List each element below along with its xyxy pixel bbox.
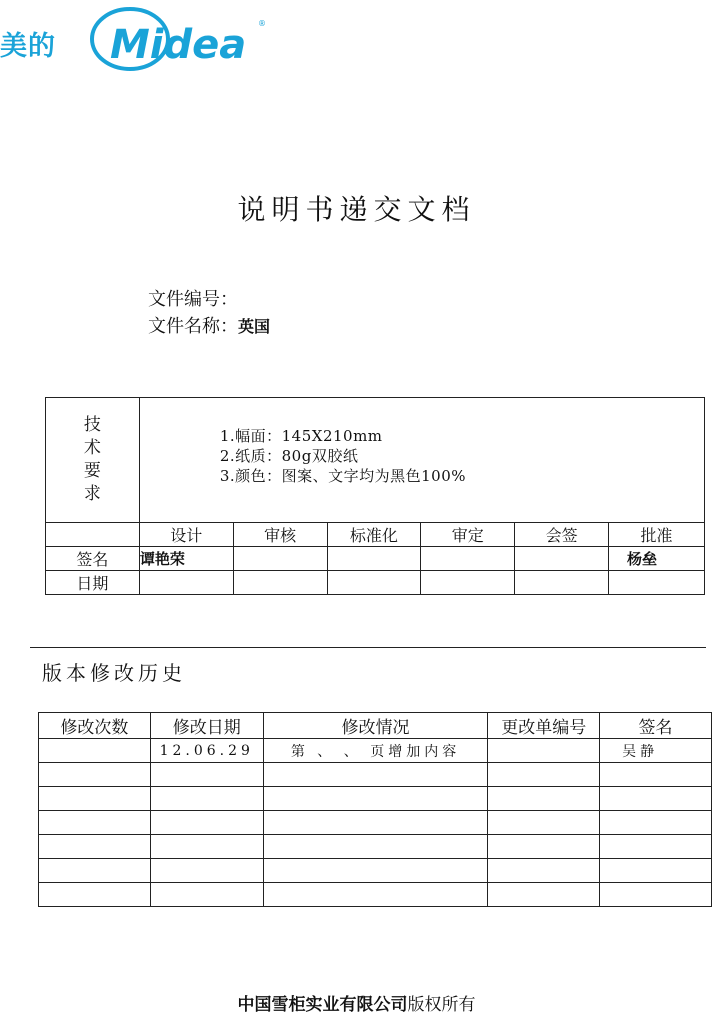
date-cell <box>327 571 421 595</box>
history-header: 签名 <box>600 713 712 739</box>
history-cell <box>263 763 488 787</box>
history-cell <box>150 787 263 811</box>
history-row <box>39 859 712 883</box>
history-cell <box>600 763 712 787</box>
history-cell <box>39 739 151 763</box>
role-header: 审核 <box>233 523 327 547</box>
history-cell <box>39 883 151 907</box>
section-divider <box>30 647 706 648</box>
history-cell <box>488 787 600 811</box>
history-cell <box>488 763 600 787</box>
doc-name-field <box>148 312 270 338</box>
history-cell <box>600 883 712 907</box>
history-cell <box>600 787 712 811</box>
history-cell: 吴静 <box>600 739 712 763</box>
tech-side-char: 技 <box>83 415 101 435</box>
sign-row-label: 签名 <box>46 547 140 571</box>
history-cell <box>150 811 263 835</box>
date-cell <box>609 571 705 595</box>
document-title: 说明书递交文档 <box>237 193 476 226</box>
history-cell <box>39 811 151 835</box>
signature-cell <box>327 547 421 571</box>
signature-cell: 杨垒 <box>609 547 705 571</box>
revision-history-table <box>38 712 712 907</box>
tech-side-char: 术 <box>83 438 101 458</box>
history-cell <box>488 811 600 835</box>
history-cell <box>150 859 263 883</box>
role-header: 标准化 <box>327 523 421 547</box>
signature-cell <box>421 547 515 571</box>
role-header: 设计 <box>139 523 233 547</box>
role-header: 批准 <box>609 523 705 547</box>
history-row <box>39 787 712 811</box>
history-cell <box>150 835 263 859</box>
tech-side-char: 求 <box>83 484 101 504</box>
history-cell <box>150 763 263 787</box>
date-cell <box>139 571 233 595</box>
history-cell <box>263 811 488 835</box>
role-header-empty <box>46 523 140 547</box>
history-header: 修改情况 <box>263 713 488 739</box>
tech-requirements <box>139 398 704 523</box>
history-cell <box>39 835 151 859</box>
history-cell <box>263 787 488 811</box>
date-cell <box>515 571 609 595</box>
history-row <box>39 811 712 835</box>
history-row <box>39 883 712 907</box>
requirement-item: 2.纸质：80g双胶纸 <box>219 447 359 465</box>
history-cell <box>600 835 712 859</box>
history-cell <box>488 859 600 883</box>
doc-name-label: 文件名称： <box>148 316 238 337</box>
history-cell <box>488 739 600 763</box>
requirement-item: 1.幅面：145X210mm <box>219 427 383 445</box>
tech-side-label <box>46 398 140 523</box>
history-cell <box>39 763 151 787</box>
history-cell <box>488 835 600 859</box>
signature-cell <box>515 547 609 571</box>
history-cell <box>39 859 151 883</box>
history-cell <box>150 883 263 907</box>
role-header: 会签 <box>515 523 609 547</box>
history-cell: 12.06.29 <box>150 739 263 763</box>
history-cell <box>600 859 712 883</box>
doc-name-value: 英国 <box>238 317 271 336</box>
svg-text:®: ® <box>258 19 266 28</box>
history-cell <box>39 787 151 811</box>
history-cell <box>263 835 488 859</box>
history-header: 修改次数 <box>39 713 151 739</box>
history-row <box>39 835 712 859</box>
rights-text: 版权所有 <box>407 995 476 1015</box>
date-row-label: 日期 <box>46 571 140 595</box>
tech-side-char: 要 <box>83 461 101 481</box>
logo-chinese: 美的 <box>0 31 56 62</box>
doc-number-label: 文件编号： <box>148 289 238 310</box>
role-header: 审定 <box>421 523 515 547</box>
history-cell: 第 、 、 页增加内容 <box>263 739 488 763</box>
tech-requirements-table <box>45 397 705 595</box>
date-cell <box>421 571 515 595</box>
date-cell <box>233 571 327 595</box>
history-header: 修改日期 <box>150 713 263 739</box>
history-row <box>39 763 712 787</box>
midea-logo-icon <box>90 2 270 72</box>
history-cell <box>488 883 600 907</box>
doc-number-field <box>148 285 238 311</box>
history-header: 更改单编号 <box>488 713 600 739</box>
signature-cell: 谭艳荣 <box>139 547 233 571</box>
history-cell <box>263 859 488 883</box>
requirement-item: 3.颜色：图案、文字均为黑色100% <box>219 467 467 485</box>
logo-english: Midea <box>110 22 247 68</box>
history-row <box>39 739 712 763</box>
history-title: 版本修改历史 <box>42 661 186 685</box>
history-cell <box>600 811 712 835</box>
copyright-footer <box>0 990 713 1015</box>
history-cell <box>263 883 488 907</box>
company-name: 中国雪柜实业有限公司 <box>237 995 408 1015</box>
signature-cell <box>233 547 327 571</box>
